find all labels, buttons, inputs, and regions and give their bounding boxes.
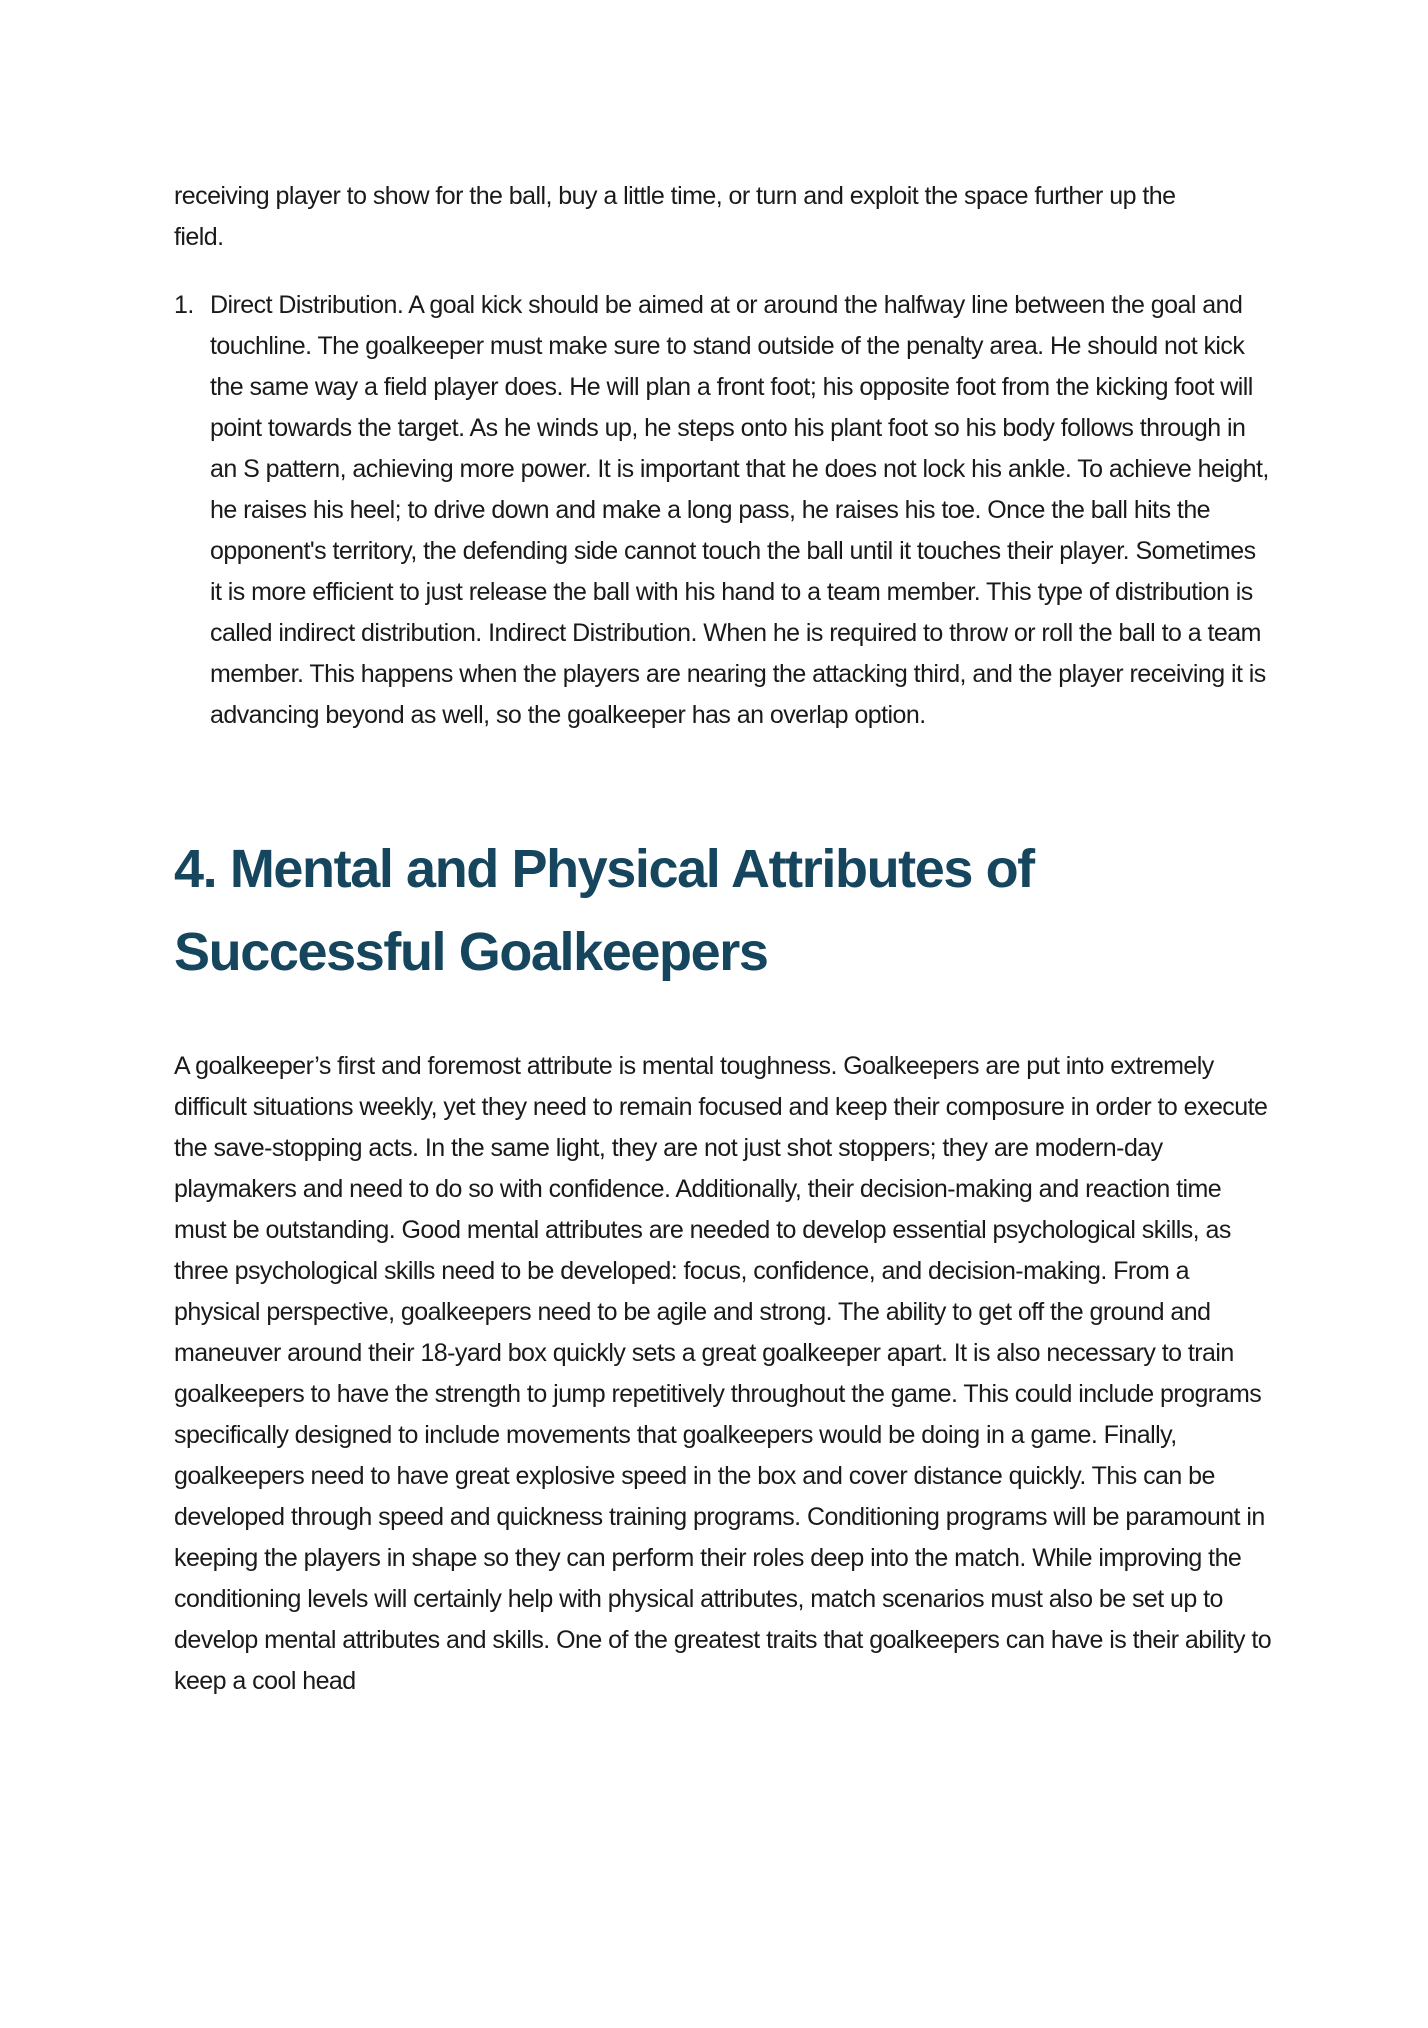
section-heading: 4. Mental and Physical Attributes of Successful Goalkeepers [174, 839, 1034, 982]
list-item-number: 1. [174, 291, 194, 319]
distribution-list [174, 285, 1272, 736]
list-item [174, 285, 1272, 736]
document-page [174, 176, 1272, 1702]
intro-paragraph: receiving player to show for the ball, buy a little time, or turn and exploit the space further up the field. [174, 182, 1176, 251]
section-body-paragraph: A goalkeeper’s first and foremost attribute is mental toughness. Goalkeepers are put into extremely difficult situations weekly, yet they need to remain focused and keep their composure in order to execute the save-stopping acts. In the same light, they are not just shot stoppers; they are modern-day playmakers and need to do so with confidence. Additionally, their decision-making and reaction time must be outstanding. Good mental attributes are needed to develop essential psychological skills, as three psychological skills need to be developed: focus, confidence, and decision-making. From a physical perspective, goalkeepers need to be agile and strong. The ability to get off the ground and maneuver around their 18-yard box quickly sets a great goalkeeper apart. It is also necessary to train goalkeepers to have the strength to jump repetitively throughout the game. This could include programs specifically designed to include movements that goalkeepers would be doing in a game. Finally, goalkeepers need to have great explosive speed in the box and cover distance quickly. This can be developed through speed and quickness training programs. Conditioning programs will be paramount in keeping the players in shape so they can perform their roles deep into the match. While improving the conditioning levels will certainly help with physical attributes, match scenarios must also be set up to develop mental attributes and skills. One of the greatest traits that goalkeepers can have is their ability to keep a cool head [174, 1052, 1272, 1695]
list-item-text: Direct Distribution. A goal kick should be aimed at or around the halfway line between the goal and touchline. The goalkeeper must make sure to stand outside of the penalty area. He should not kick the same way a field player does. He will plan a front foot; his opposite foot from the kicking foot will point towards the target. As he winds up, he steps onto his plant foot so his body follows through in an S pattern, achieving more power. It is important that he does not lock his ankle. To achieve height, he raises his heel; to drive down and make a long pass, he raises his toe. Once the ball hits the opponent's territory, the defending side cannot touch the ball until it touches their player. Sometimes it is more efficient to just release the ball with his hand to a team member. This type of distribution is called indirect distribution. Indirect Distribution. When he is required to throw or roll the ball to a team member. This happens when the players are nearing the attacking third, and the player receiving it is advancing beyond as well, so the goalkeeper has an overlap option. [210, 291, 1269, 729]
